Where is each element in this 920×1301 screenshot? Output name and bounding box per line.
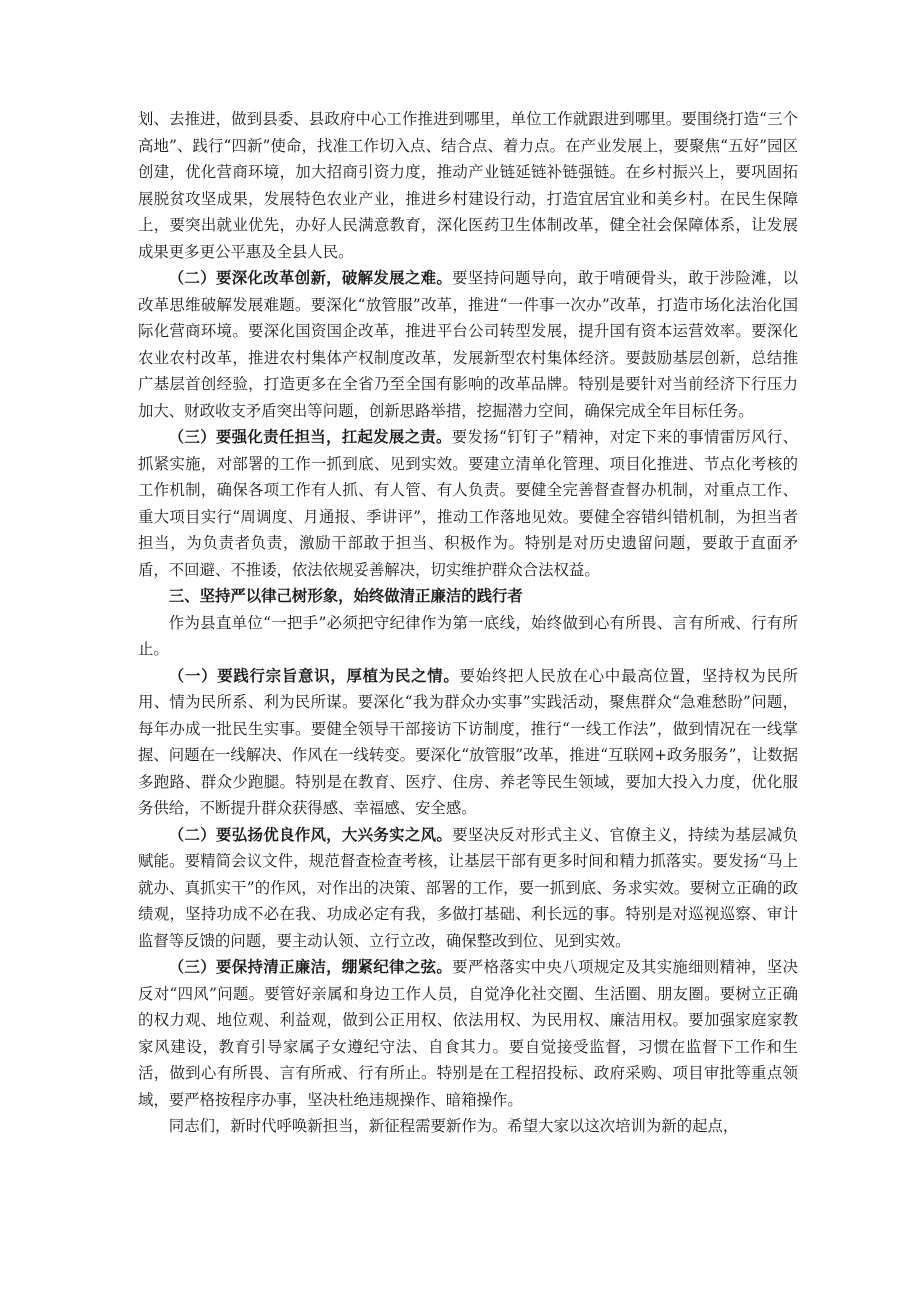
- paragraph-text: 要严格落实中央八项规定及其实施细则精神，坚决反对“四风”问题。要管好亲属和身边工作人员，自觉净化社交圈、生活圈、朋友圈。要树立正确的权力观、地位观、利益观，做到公正用权、依法用权、为民用权、廉洁用权。要加强家庭家教家风建设，教育引导家属子女遵纪守法、自食其力。要自觉接受监督，习惯在监督下工作和生活，做到心有所畏、言有所戒、行有所止。特别是在工程招投标、政府采购、项目审批等重点领域，要严格按程序办事，坚决杜绝违规操作、暗箱操作。: [138, 958, 798, 1109]
- paragraph-text: 同志们，新时代呼唤新担当，新征程需要新作为。希望大家以这次培训为新的起点，: [168, 1117, 739, 1135]
- paragraph-text: 要坚决反对形式主义、官僚主义，持续为基层减负赋能。要精简会议文件，规范督查检查考核，让基层干部有更多时间和精力抓落实。要发扬“马上就办、真抓实干”的作风，对作出的决策、部署的工作，要一抓到底、务求实效。要树立正确的政绩观，坚持功成不必在我、功成必定有我，多做打基础、利长远的事。特别是对巡视巡察、审计监督等反馈的问题，要主动认领、立行立改，确保整改到位、见到实效。: [138, 825, 798, 950]
- paragraph-lead: （三）要强化责任担当，扛起发展之责。: [168, 428, 452, 446]
- paragraph-text: 划、去推进，做到县委、县政府中心工作推进到哪里，单位工作就跟进到哪里。要围绕打造“三个高地”、践行“四新”使命，找准工作切入点、结合点、着力点。在产业发展上，要聚焦“五好”园区创建，优化营商环境，加大招商引资力度，推动产业链延链补链强链。在乡村振兴上，要巩固拓展脱贫攻坚成果，发展特色农业产业，推进乡村建设行动，打造宜居宜业和美乡村。在民生保障上，要突出就业优先，办好人民满意教育，深化医药卫生体制改革，健全社会保障体系，让发展成果更多更公平惠及全县人民。: [138, 110, 798, 261]
- paragraph-text: 要坚持问题导向，敢于啃硬骨头，敢于涉险滩，以改革思维破解发展难题。要深化“放管服”改革，推进“一件事一次办”改革，打造市场化法治化国际化营商环境。要深化国资国企改革，推进平台公司转型发展，提升国有资本运营效率。要深化农业农村改革，推进农村集体产权制度改革，发展新型农村集体经济。要鼓励基层创新，总结推广基层首创经验，打造更多在全省乃至全国有影响的改革品牌。特别是要针对当前经济下行压力加大、财政收支矛盾突出等问题，创新思路举措，挖掘潜力空间，确保完成全年目标任务。: [138, 269, 798, 420]
- paragraph-closing: [138, 1113, 798, 1140]
- paragraph-text: 作为县直单位“一把手”必须把守纪律作为第一底线，始终做到心有所畏、言有所戒、行有所止。: [138, 613, 798, 658]
- paragraph-discipline-intro: [138, 610, 798, 663]
- paragraph-lead: （二）要弘扬优良作风，大兴务实之风。: [168, 825, 453, 844]
- paragraph-responsibility: [138, 424, 798, 583]
- paragraph-reform: [138, 265, 798, 424]
- paragraph-text: 要始终把人民放在心中最高位置，坚持权为民所用、情为民所系、利为民所谋。要深化“我为群众办实事”实践活动，聚焦群众“急难愁盼”问题，每年办成一批民生实事。要健全领导干部接访下访制度，推行“一线工作法”，做到情况在一线掌握、问题在一线解决、作风在一线转变。要深化“放管服”改革，推进“互联网+政务服务”，让数据多跑路、群众少跑腿。特别是在教育、医疗、住房、养老等民生领域，要加大投入力度，优化服务供给，不断提升群众获得感、幸福感、安全感。: [138, 666, 798, 817]
- paragraph-people: [138, 663, 798, 822]
- paragraph-lead: （二）要深化改革创新，破解发展之难。: [168, 269, 453, 287]
- section-heading-text: 三、坚持严以律己树形象，始终做清正廉洁的践行者: [168, 587, 523, 605]
- section-heading: [138, 583, 798, 610]
- paragraph-integrity: [138, 954, 798, 1113]
- paragraph-continuation: [138, 106, 798, 265]
- paragraph-lead: （一）要践行宗旨意识，厚植为民之情。: [168, 666, 460, 685]
- paragraph-lead: （三）要保持清正廉洁，绷紧纪律之弦。: [168, 958, 453, 976]
- paragraph-style: [138, 822, 798, 955]
- document-body: [138, 106, 798, 1140]
- paragraph-text: 要发扬“钉钉子”精神，对定下来的事情雷厉风行、抓紧实施，对部署的工作一抓到底、见到实效。要建立清单化管理、项目化推进、节点化考核的工作机制，确保各项工作有人抓、有人管、有人负责。要健全完善督查督办机制，对重点工作、重大项目实行“周调度、月通报、季讲评”，推动工作落地见效。要健全容错纠错机制，为担当者担当，为负责者负责，激励干部敢于担当、积极作为。特别是对历史遗留问题，要敢于直面矛盾，不回避、不推诿，依法依规妥善解决，切实维护群众合法权益。: [138, 428, 798, 579]
